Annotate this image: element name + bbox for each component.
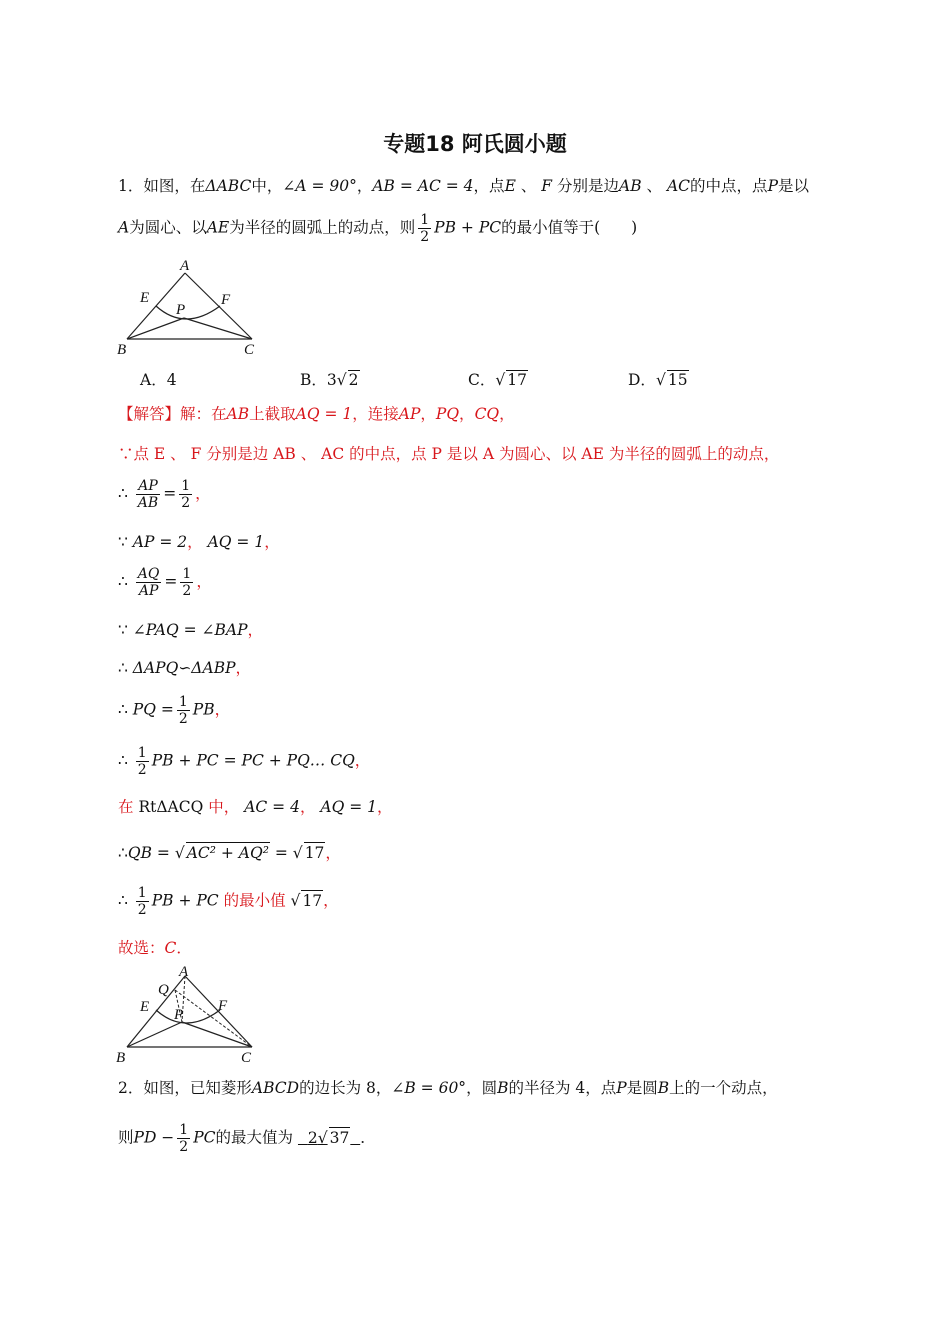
- solution-fig-label-c: C: [241, 1050, 252, 1066]
- solution-fig-label-b: B: [116, 1050, 126, 1066]
- solution-line7: ∴ ΔAPQ∽ΔABP，: [118, 659, 252, 677]
- solution-line11: ∴QB = √ AC² + AQ² = √ 17，: [118, 844, 341, 862]
- solution-line8: ∴ PQ = $\frac{1}{2}$ PB，: [118, 694, 231, 727]
- page-title: 专题18 阿氏圆小题: [383, 132, 567, 156]
- q1-fig-label-b: B: [117, 342, 127, 358]
- solution-fig-label-p: P: [174, 1007, 184, 1023]
- solution-line2: ∵点 E 、 F 分别是边 AB 、 AC 的中点，点 P 是以 A 为圆心、以 AE 为半径的圆弧上的动点，: [118, 445, 780, 463]
- solution-figure: [112, 964, 272, 1068]
- q1-fig-label-p: P: [176, 302, 186, 318]
- q1-option-a[interactable]: A．4: [140, 371, 177, 389]
- q1-fig-label-c: C: [244, 342, 255, 358]
- solution-fig-label-a: A: [179, 964, 189, 980]
- q1-option-c[interactable]: C．√ 17: [468, 371, 527, 389]
- q1-line1: 1．如图，在ΔABC中，∠A = 90°，AB = AC = 4，点E 、 F 分别是边AB 、 AC的中点，点P是以: [118, 177, 810, 195]
- q1-option-b[interactable]: B．3√ 2: [300, 371, 359, 389]
- solution-line13: 故选：C．: [118, 939, 192, 957]
- q1-figure: [112, 256, 272, 360]
- q2-line2: 则PD − $\frac{1}{2}$ PC的最大值为 2√ 37 ．: [118, 1122, 376, 1155]
- q2-line1: 2．如图，已知菱形ABCD的边长为 8，∠B = 60°，圆B的半径为 4，点P是圆B上的一个动点，: [118, 1079, 778, 1097]
- solution-fig-label-q: Q: [158, 982, 169, 998]
- solution-line6: ∵ ∠PAQ = ∠BAP，: [118, 621, 264, 639]
- solution-line9: ∴ $\frac{1}{2}$ PB + PC = PC + PQ… CQ，: [118, 745, 371, 778]
- q1-fig-label-f: F: [221, 292, 231, 308]
- solution-line4: ∵ AP = 2， AQ = 1，: [118, 533, 280, 551]
- solution-line1: 【解答】解：在AB上截取AQ = 1，连接AP，PQ，CQ，: [118, 405, 515, 423]
- q1-fraction: $\frac{1}{2}$: [420, 212, 430, 245]
- solution-line3: ∴ $\frac{AP}{AB}$ = $\frac{1}{2}$ ，: [118, 478, 211, 511]
- solution-fig-label-e: E: [140, 999, 150, 1015]
- q1-option-d[interactable]: D．√ 15: [628, 371, 688, 389]
- q1-line2: A为圆心、以AE为半径的圆弧上的动点，则 $\frac{1}{2}$ PB + PC的最小值等于( ): [118, 212, 638, 245]
- solution-line10: 在 RtΔACQ 中， AC = 4， AQ = 1，: [118, 798, 393, 816]
- q2-answer: 2√ 37: [307, 1128, 350, 1147]
- solution-line12: ∴ $\frac{1}{2}$ PB + PC 的最小值 √ 17，: [118, 885, 339, 918]
- solution-line5: ∴ $\frac{AQ}{AP}$ = $\frac{1}{2}$ ，: [118, 566, 212, 599]
- q1-fig-label-a: A: [180, 258, 190, 274]
- q1-fig-label-e: E: [140, 290, 150, 306]
- solution-fig-label-f: F: [218, 998, 228, 1014]
